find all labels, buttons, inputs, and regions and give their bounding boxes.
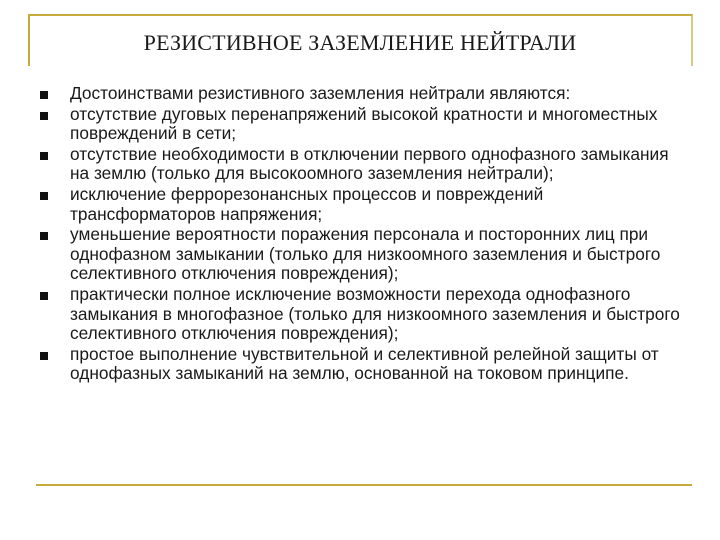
square-bullet-icon (40, 232, 48, 240)
list-item (40, 345, 690, 384)
list-item (40, 105, 690, 144)
list-item-text: отсутствие дуговых перенапряжений высокой кратности и многоместных повреждений в сети; (70, 103, 658, 144)
list-item-text: простое выполнение чувствительной и селективной релейной защиты от однофазных замыканий на землю, основанной на токовом принципе. (70, 343, 659, 384)
list-item-text: исключение феррорезонансных процессов и повреждений трансформаторов напряжения; (70, 183, 544, 224)
list-item-text: уменьшение вероятности поражения персонала и посторонних лиц при однофазном замыкании (только для низкоомного заземления и быстрого селективного отключения повреждения); (70, 224, 661, 284)
list-item (40, 84, 690, 104)
bullet-list (40, 84, 690, 385)
square-bullet-icon (40, 112, 48, 120)
list-item-text: Достоинствами резистивного заземления нейтрали являются: (70, 83, 571, 103)
square-bullet-icon (40, 192, 48, 200)
square-bullet-icon (40, 292, 48, 300)
list-item (40, 225, 690, 284)
list-item (40, 185, 690, 224)
list-item (40, 145, 690, 184)
slide-title: РЕЗИСТИВНОЕ ЗАЗЕМЛЕНИЕ НЕЙТРАЛИ (143, 30, 577, 55)
bottom-divider (36, 484, 692, 486)
square-bullet-icon (40, 152, 48, 160)
square-bullet-icon (40, 91, 48, 99)
square-bullet-icon (40, 352, 48, 360)
list-item-text: практически полное исключение возможности перехода однофазного замыкания в многофазное (только для низкоомного заземления и быстрого селективного отключения повреждения); (70, 283, 680, 344)
list-item-text: отсутствие необходимости в отключении первого однофазного замыкания на землю (только для высокоомного заземления нейтрали); (70, 143, 669, 184)
list-item (40, 285, 690, 344)
